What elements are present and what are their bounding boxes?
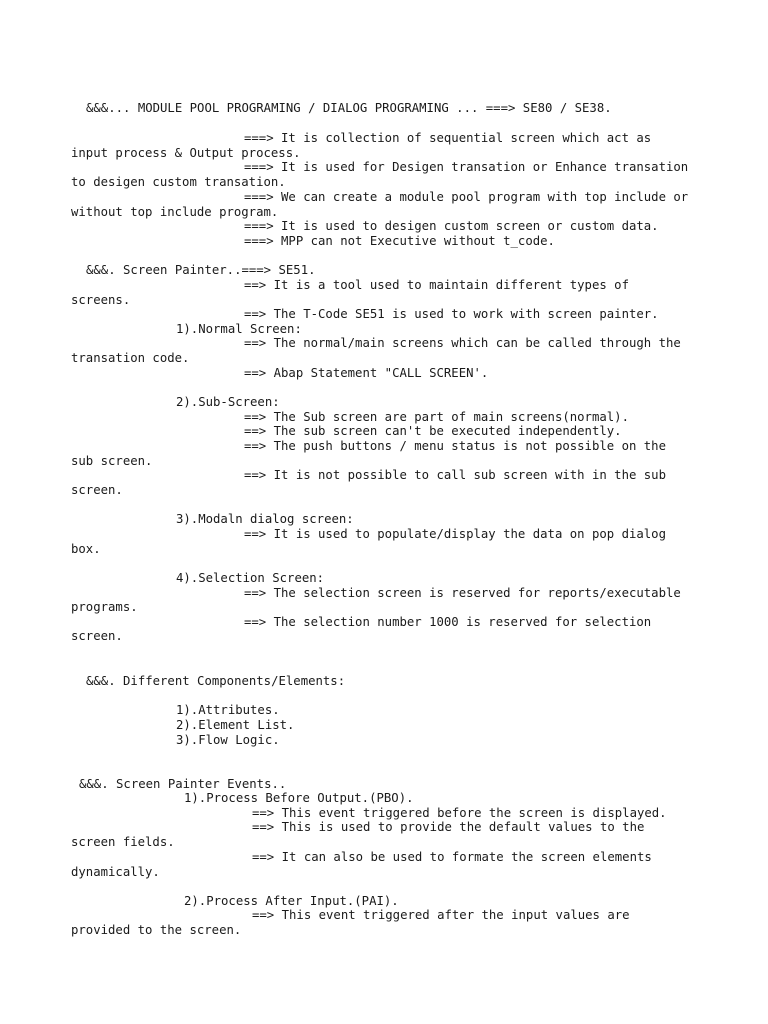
item-label-modal-dialog-screen: 3).Modaln dialog screen: [176,512,354,526]
text-line: ==> This event triggered before the screen is displayed. [252,806,667,820]
text-line: provided to the screen. [71,923,242,937]
section-heading-module-pool: &&&... MODULE POOL PROGRAMING / DIALOG PROGRAMING ... ===> SE80 / SE38. [86,101,612,115]
item-label-sub-screen: 2).Sub-Screen: [176,395,280,409]
text-line: dynamically. [71,865,160,879]
list-item: 1).Attributes. [176,703,280,717]
item-label-pai: 2).Process After Input.(PAI). [184,894,399,908]
item-label-pbo: 1).Process Before Output.(PBO). [184,791,414,805]
text-line: without top include program. [71,205,279,219]
list-item: 2).Element List. [176,718,295,732]
text-line: ===> It is used to desigen custom screen or custom data. [244,219,659,233]
text-line: screen fields. [71,835,175,849]
list-item: 3).Flow Logic. [176,733,280,747]
text-line: ==> It can also be used to formate the screen elements [252,850,652,864]
text-line: ===> It is collection of sequential screen which act as [244,131,652,145]
text-line: ==> Abap Statement "CALL SCREEN'. [244,366,489,380]
text-line: ==> This is used to provide the default values to the [252,820,645,834]
item-label-selection-screen: 4).Selection Screen: [176,571,325,585]
text-line: ==> It is a tool used to maintain different types of [244,278,629,292]
text-line: box. [71,542,101,556]
text-line: ===> It is used for Desigen transation or Enhance transation [244,160,689,174]
text-line: ==> The push buttons / menu status is not possible on the [244,439,666,453]
text-line: to desigen custom transation. [71,175,286,189]
text-line: programs. [71,600,138,614]
text-line: ==> The normal/main screens which can be called through the [244,336,681,350]
section-heading-components: &&&. Different Components/Elements: [86,674,346,688]
text-line: ==> The selection number 1000 is reserved for selection [244,615,652,629]
text-line: sub screen. [71,454,153,468]
text-line: ===> MPP can not Executive without t_code. [244,234,555,248]
text-line: transation code. [71,351,190,365]
text-line: screen. [71,629,123,643]
text-line: ==> The T-Code SE51 is used to work with screen painter. [244,307,659,321]
text-line: ===> We can create a module pool program with top include or [244,190,689,204]
item-label-normal-screen: 1).Normal Screen: [176,322,302,336]
section-heading-events: &&&. Screen Painter Events.. [79,777,287,791]
text-line: ==> It is not possible to call sub screen with in the sub [244,468,666,482]
text-line: ==> It is used to populate/display the data on pop dialog [244,527,666,541]
section-heading-screen-painter: &&&. Screen Painter..===> SE51. [86,263,316,277]
text-line: screen. [71,483,123,497]
text-line: ==> This event triggered after the input values are [252,908,630,922]
text-line: ==> The selection screen is reserved for reports/executable [244,586,681,600]
text-line: ==> The sub screen can't be executed independently. [244,424,622,438]
text-line: screens. [71,293,131,307]
text-line: ==> The Sub screen are part of main screens(normal). [244,410,629,424]
text-line: input process & Output process. [71,146,301,160]
